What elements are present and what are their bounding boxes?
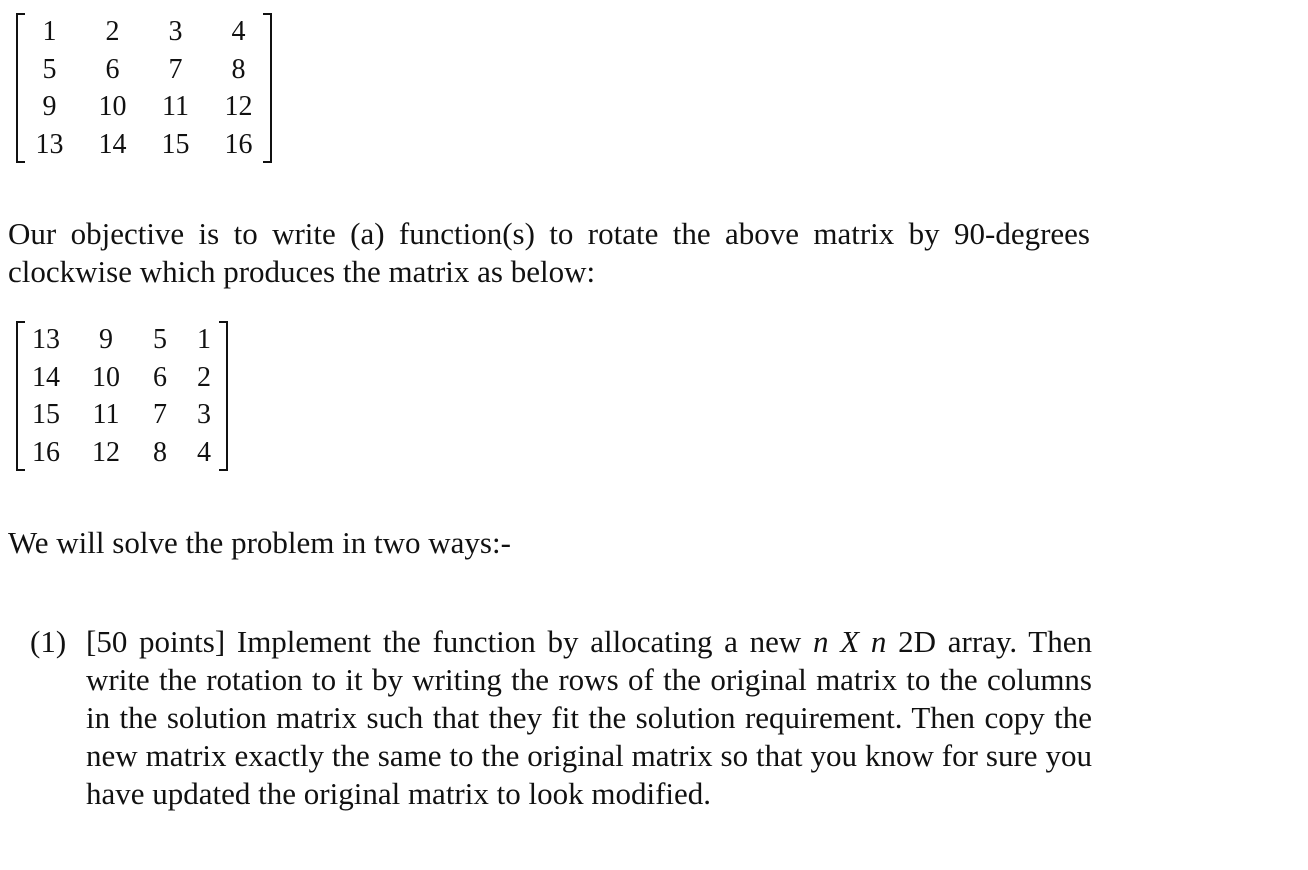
list-item-body xyxy=(86,623,1092,813)
matrix-cell: 12 xyxy=(92,436,120,468)
original-matrix-table xyxy=(18,13,270,163)
matrix-cell: 8 xyxy=(231,53,246,85)
matrix-cell: 9 xyxy=(99,324,113,355)
matrix-cell: 4 xyxy=(197,436,211,468)
matrix-cell: 8 xyxy=(153,436,167,468)
matrix-cell: 1 xyxy=(42,16,57,47)
matrix-row xyxy=(18,126,270,164)
matrix-cell: 15 xyxy=(32,399,60,430)
ways-paragraph: We will solve the problem in two ways:- xyxy=(8,525,511,560)
rotated-matrix xyxy=(16,321,228,471)
matrix-row xyxy=(18,434,226,472)
matrix-cell: 2 xyxy=(105,16,120,47)
matrix-cell: 6 xyxy=(153,361,167,393)
matrix-row xyxy=(18,321,226,359)
matrix-row xyxy=(18,13,270,51)
matrix-cell: 4 xyxy=(231,16,246,47)
matrix-cell: 14 xyxy=(98,128,127,160)
matrix-cell: 11 xyxy=(162,91,189,122)
matrix-cell: 7 xyxy=(153,399,167,430)
rotated-matrix-table xyxy=(18,321,226,471)
matrix-cell: 10 xyxy=(92,361,120,393)
matrix-cell: 3 xyxy=(197,399,211,430)
matrix-cell: 12 xyxy=(224,91,253,122)
matrix-cell: 5 xyxy=(42,53,57,85)
matrix-cell: 10 xyxy=(98,91,127,122)
matrix-cell: 1 xyxy=(197,324,211,355)
matrix-cell: 14 xyxy=(32,361,60,393)
matrix-row xyxy=(18,396,226,434)
matrix-cell: 5 xyxy=(153,324,167,355)
matrix-cell: 15 xyxy=(161,128,190,160)
matrix-cell: 6 xyxy=(105,53,120,85)
matrix-row xyxy=(18,359,226,397)
item-text-before: [50 points] Implement the function by allocating a new xyxy=(86,624,814,659)
matrix-cell: 11 xyxy=(92,399,120,430)
matrix-cell: 13 xyxy=(35,128,64,160)
original-matrix xyxy=(16,13,272,163)
matrix-row xyxy=(18,88,270,126)
matrix-row xyxy=(18,51,270,89)
matrix-cell: 2 xyxy=(197,361,211,393)
matrix-cell: 9 xyxy=(42,91,57,122)
list-item-number: (1) xyxy=(30,624,67,659)
objective-paragraph: Our objective is to write (a) function(s) to rotate the above matrix by 90-degrees clockwise which produces the matrix as below: xyxy=(8,216,1090,289)
matrix-cell: 3 xyxy=(168,16,183,47)
matrix-cell: 16 xyxy=(32,436,60,468)
matrix-cell: 16 xyxy=(224,128,253,160)
matrix-cell: 13 xyxy=(32,324,60,355)
matrix-cell: 7 xyxy=(168,53,183,85)
math-expression: n X n xyxy=(813,624,887,659)
item-text-after: 2D array. Then write the rotation to it by writing the rows of the original matrix to the columns in the solution matrix such that they fit the solution requirement. Then copy the new matrix exactly the same to the original matrix so that you know for sure you have updated the original matrix to look modified. xyxy=(86,624,1093,811)
list-item-1 xyxy=(30,623,1092,813)
